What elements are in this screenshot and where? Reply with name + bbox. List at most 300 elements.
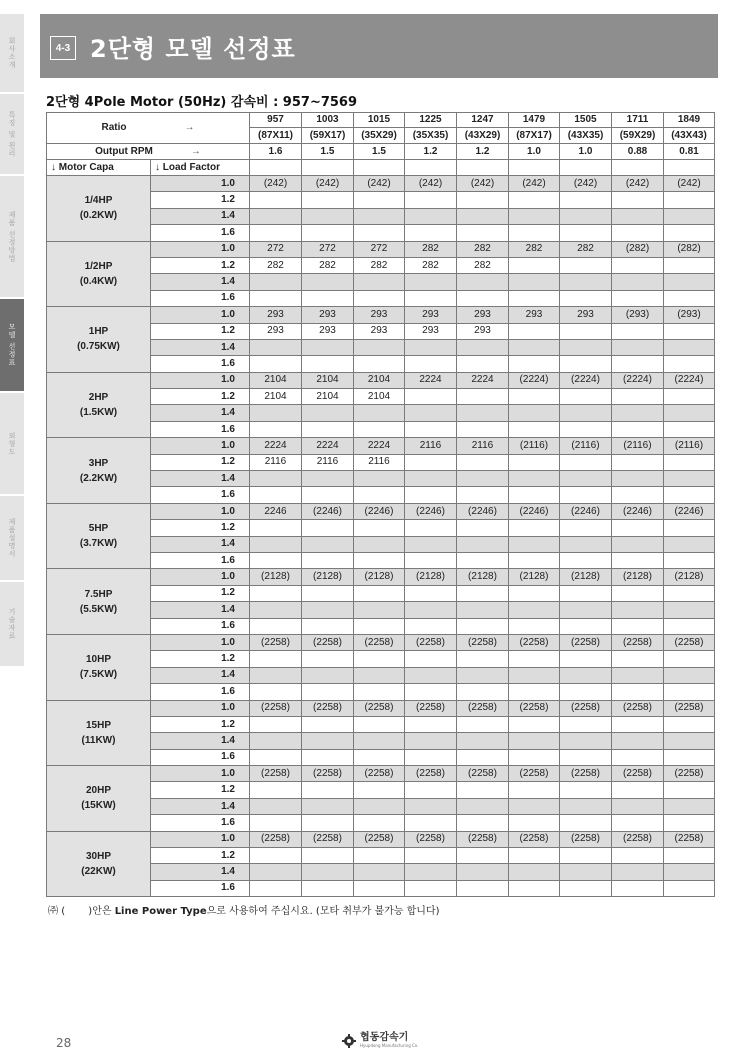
model-size-cell xyxy=(302,798,354,814)
model-size-cell xyxy=(457,667,509,683)
ratio-value: 957 xyxy=(250,113,302,128)
load-factor-cell: 1.0 xyxy=(151,700,250,716)
model-size-cell: (2258) xyxy=(457,831,509,847)
model-size-cell xyxy=(457,864,509,880)
model-size-cell xyxy=(457,290,509,306)
load-factor-cell: 1.4 xyxy=(151,733,250,749)
model-size-cell: (2258) xyxy=(250,634,302,650)
model-size-cell xyxy=(560,651,612,667)
load-factor-cell: 1.0 xyxy=(151,503,250,519)
table-row xyxy=(47,503,715,519)
rpm-value: 0.81 xyxy=(664,144,715,160)
load-factor-cell: 1.4 xyxy=(151,864,250,880)
load-factor-cell: 1.4 xyxy=(151,274,250,290)
model-size-cell xyxy=(612,552,664,568)
load-factor-cell: 1.0 xyxy=(151,569,250,585)
model-size-cell: (2224) xyxy=(509,372,560,388)
side-tab-label: 기술자료 xyxy=(8,608,16,640)
model-size-cell xyxy=(509,454,560,470)
column-header-row xyxy=(47,160,715,176)
model-size-cell xyxy=(560,208,612,224)
model-size-cell xyxy=(354,208,405,224)
model-size-cell xyxy=(664,356,715,372)
side-tab-1[interactable] xyxy=(0,94,24,176)
model-size-cell: (242) xyxy=(560,176,612,192)
model-size-cell xyxy=(509,339,560,355)
model-size-cell xyxy=(560,290,612,306)
model-size-cell xyxy=(664,585,715,601)
empty-cell xyxy=(664,160,715,176)
model-size-cell xyxy=(457,356,509,372)
motor-capacity-cell xyxy=(47,569,151,635)
motor-kw: (3.7KW) xyxy=(79,538,118,550)
model-size-cell xyxy=(560,405,612,421)
model-size-cell xyxy=(354,602,405,618)
model-size-cell: (2258) xyxy=(354,634,405,650)
model-selection-table xyxy=(46,112,715,897)
model-size-cell: (2258) xyxy=(354,700,405,716)
model-size-cell xyxy=(509,257,560,273)
model-size-cell xyxy=(509,733,560,749)
note-text-before: 안은 xyxy=(92,906,115,917)
model-size-cell xyxy=(612,339,664,355)
model-size-cell xyxy=(612,389,664,405)
model-size-cell: (2258) xyxy=(405,766,457,782)
ratio-row xyxy=(47,113,715,128)
side-tab-2[interactable] xyxy=(0,176,24,299)
model-size-cell xyxy=(457,454,509,470)
model-size-cell xyxy=(509,864,560,880)
model-size-cell xyxy=(302,716,354,732)
model-size-cell: (2116) xyxy=(664,438,715,454)
model-size-cell xyxy=(664,552,715,568)
teeth-value: (35X35) xyxy=(405,128,457,144)
model-size-cell xyxy=(250,421,302,437)
model-size-cell xyxy=(354,749,405,765)
model-size-cell: (2258) xyxy=(302,700,354,716)
teeth-value: (43X43) xyxy=(664,128,715,144)
model-size-cell xyxy=(560,274,612,290)
model-size-cell xyxy=(664,733,715,749)
model-size-cell xyxy=(405,339,457,355)
model-size-cell: (2246) xyxy=(457,503,509,519)
model-size-cell xyxy=(664,798,715,814)
model-size-cell xyxy=(302,274,354,290)
model-size-cell xyxy=(560,323,612,339)
model-size-cell xyxy=(612,290,664,306)
model-size-cell xyxy=(354,848,405,864)
model-size-cell xyxy=(250,749,302,765)
rpm-value: 1.0 xyxy=(509,144,560,160)
model-size-cell xyxy=(560,798,612,814)
ratio-value: 1505 xyxy=(560,113,612,128)
model-size-cell xyxy=(664,339,715,355)
model-size-cell: 272 xyxy=(354,241,405,257)
model-size-cell: (2258) xyxy=(405,634,457,650)
model-size-cell xyxy=(612,815,664,831)
model-size-cell: (2128) xyxy=(405,569,457,585)
model-size-cell xyxy=(560,684,612,700)
model-size-cell: 293 xyxy=(509,307,560,323)
model-size-cell xyxy=(664,749,715,765)
ratio-value: 1849 xyxy=(664,113,715,128)
model-size-cell: (242) xyxy=(612,176,664,192)
model-size-cell xyxy=(560,356,612,372)
model-size-cell: 282 xyxy=(405,257,457,273)
model-size-cell: 282 xyxy=(509,241,560,257)
rpm-value: 1.5 xyxy=(354,144,405,160)
model-size-cell xyxy=(302,815,354,831)
rpm-header xyxy=(47,144,250,160)
model-size-cell xyxy=(560,749,612,765)
model-size-cell xyxy=(405,225,457,241)
note-open-paren: ( xyxy=(61,906,66,917)
table-row xyxy=(47,176,715,192)
model-size-cell xyxy=(509,520,560,536)
motor-kw: (0.4KW) xyxy=(79,275,118,287)
model-size-cell xyxy=(664,848,715,864)
model-size-cell xyxy=(457,405,509,421)
rpm-value: 0.88 xyxy=(612,144,664,160)
side-tab-4[interactable] xyxy=(0,393,24,496)
side-tab-5[interactable] xyxy=(0,496,24,582)
model-size-cell xyxy=(509,323,560,339)
model-size-cell: (2258) xyxy=(560,700,612,716)
rpm-row xyxy=(47,144,715,160)
model-size-cell xyxy=(509,536,560,552)
model-size-cell xyxy=(560,716,612,732)
model-size-cell xyxy=(250,798,302,814)
model-size-cell xyxy=(664,684,715,700)
model-size-cell: 293 xyxy=(457,307,509,323)
model-size-cell xyxy=(354,225,405,241)
model-size-cell xyxy=(509,667,560,683)
model-size-cell xyxy=(405,405,457,421)
model-size-cell: 2116 xyxy=(405,438,457,454)
side-tab-3[interactable] xyxy=(0,299,24,393)
load-factor-cell: 1.6 xyxy=(151,618,250,634)
model-size-cell: (293) xyxy=(664,307,715,323)
teeth-value: (43X29) xyxy=(457,128,509,144)
model-size-cell xyxy=(302,290,354,306)
model-size-cell xyxy=(250,651,302,667)
model-size-cell xyxy=(302,651,354,667)
model-size-cell xyxy=(509,585,560,601)
model-size-cell: (282) xyxy=(612,241,664,257)
model-size-cell xyxy=(664,290,715,306)
load-factor-cell: 1.4 xyxy=(151,536,250,552)
model-size-cell xyxy=(405,618,457,634)
motor-capa-header: ↓ Motor Capa xyxy=(47,160,151,176)
model-size-cell: (2246) xyxy=(354,503,405,519)
model-size-cell xyxy=(457,815,509,831)
load-factor-cell: 1.0 xyxy=(151,831,250,847)
model-size-cell xyxy=(250,339,302,355)
model-size-cell xyxy=(405,782,457,798)
section-badge: 4-3 xyxy=(50,36,76,60)
model-size-cell xyxy=(664,405,715,421)
side-tab-label: 제품 선정방법 xyxy=(8,210,16,263)
model-size-cell xyxy=(354,552,405,568)
model-size-cell xyxy=(250,602,302,618)
motor-hp: 1HP xyxy=(88,326,109,338)
model-size-cell xyxy=(354,192,405,208)
model-size-cell xyxy=(354,684,405,700)
side-tab-6[interactable] xyxy=(0,582,24,668)
model-size-cell: (2258) xyxy=(560,831,612,847)
model-size-cell xyxy=(457,520,509,536)
model-size-cell xyxy=(664,257,715,273)
model-size-cell xyxy=(560,880,612,896)
ratio-header xyxy=(47,113,250,144)
motor-kw: (1.5KW) xyxy=(79,406,118,418)
model-size-cell xyxy=(457,487,509,503)
model-size-cell: (2258) xyxy=(612,700,664,716)
model-size-cell xyxy=(354,356,405,372)
logo-name: 협동감속기 xyxy=(360,1032,409,1043)
model-size-cell xyxy=(612,880,664,896)
model-size-cell: (2128) xyxy=(302,569,354,585)
model-size-cell xyxy=(354,864,405,880)
model-size-cell xyxy=(664,536,715,552)
model-size-cell xyxy=(405,454,457,470)
empty-cell xyxy=(405,160,457,176)
right-arrow-icon: → xyxy=(190,145,201,157)
model-size-cell xyxy=(250,290,302,306)
model-size-cell: (282) xyxy=(664,241,715,257)
model-size-cell xyxy=(457,651,509,667)
table-row xyxy=(47,307,715,323)
model-size-cell xyxy=(664,716,715,732)
side-tab-label: 모델 선정표 xyxy=(8,323,16,367)
model-size-cell: (2258) xyxy=(250,766,302,782)
model-size-cell xyxy=(509,290,560,306)
ratio-value: 1003 xyxy=(302,113,354,128)
model-size-cell: (2116) xyxy=(612,438,664,454)
model-size-cell: 2104 xyxy=(354,389,405,405)
model-size-cell xyxy=(612,602,664,618)
model-size-cell: 2104 xyxy=(302,372,354,388)
model-size-cell xyxy=(509,602,560,618)
model-size-cell xyxy=(302,487,354,503)
model-size-cell xyxy=(354,798,405,814)
motor-capacity-cell xyxy=(47,503,151,569)
model-size-cell xyxy=(612,618,664,634)
model-size-cell xyxy=(612,684,664,700)
model-size-cell xyxy=(302,471,354,487)
model-size-cell xyxy=(302,749,354,765)
model-size-cell xyxy=(612,536,664,552)
model-size-cell xyxy=(664,864,715,880)
model-size-cell: 272 xyxy=(302,241,354,257)
model-size-cell: (2246) xyxy=(664,503,715,519)
model-size-cell xyxy=(560,257,612,273)
model-size-cell xyxy=(560,487,612,503)
motor-kw: (0.2KW) xyxy=(79,210,118,222)
company-logo xyxy=(342,1033,418,1048)
model-size-cell xyxy=(664,274,715,290)
load-factor-cell: 1.4 xyxy=(151,667,250,683)
load-factor-cell: 1.2 xyxy=(151,454,250,470)
motor-kw: (11KW) xyxy=(81,734,116,746)
footnote xyxy=(48,902,440,917)
model-size-cell xyxy=(612,749,664,765)
model-size-cell xyxy=(354,274,405,290)
model-size-cell: (2258) xyxy=(354,831,405,847)
model-size-cell xyxy=(405,848,457,864)
motor-hp: 1/4HP xyxy=(84,195,113,207)
model-size-cell: 2224 xyxy=(405,372,457,388)
empty-cell xyxy=(250,160,302,176)
model-size-cell xyxy=(664,192,715,208)
motor-hp: 7.5HP xyxy=(84,588,113,600)
model-size-cell xyxy=(302,192,354,208)
model-size-cell xyxy=(302,618,354,634)
model-size-cell: 2224 xyxy=(250,438,302,454)
model-size-cell xyxy=(612,225,664,241)
model-size-cell xyxy=(457,421,509,437)
model-size-cell xyxy=(560,585,612,601)
model-size-cell: (2116) xyxy=(560,438,612,454)
model-size-cell xyxy=(354,421,405,437)
model-size-cell: 293 xyxy=(457,323,509,339)
model-size-cell xyxy=(664,667,715,683)
load-factor-cell: 1.0 xyxy=(151,241,250,257)
model-size-cell: (293) xyxy=(612,307,664,323)
model-size-cell xyxy=(612,864,664,880)
model-size-cell xyxy=(612,585,664,601)
model-size-cell xyxy=(405,749,457,765)
table-row xyxy=(47,569,715,585)
model-size-cell xyxy=(560,864,612,880)
model-size-cell xyxy=(560,602,612,618)
model-size-cell xyxy=(405,192,457,208)
model-size-cell xyxy=(457,880,509,896)
load-factor-cell: 1.2 xyxy=(151,389,250,405)
model-size-cell xyxy=(612,421,664,437)
model-size-cell xyxy=(509,848,560,864)
teeth-value: (87X11) xyxy=(250,128,302,144)
model-size-cell xyxy=(612,257,664,273)
model-size-cell xyxy=(509,471,560,487)
model-size-cell xyxy=(405,536,457,552)
motor-hp: 30HP xyxy=(85,850,111,862)
model-size-cell xyxy=(405,290,457,306)
model-size-cell xyxy=(250,684,302,700)
model-size-cell xyxy=(405,585,457,601)
model-size-cell: (2116) xyxy=(509,438,560,454)
load-factor-cell: 1.4 xyxy=(151,208,250,224)
model-size-cell: 2224 xyxy=(302,438,354,454)
model-size-cell: (2246) xyxy=(509,503,560,519)
ratio-value: 1015 xyxy=(354,113,405,128)
model-size-cell xyxy=(250,405,302,421)
model-size-cell xyxy=(354,290,405,306)
model-size-cell xyxy=(664,651,715,667)
side-tab-0[interactable] xyxy=(0,14,24,94)
model-size-cell xyxy=(250,356,302,372)
load-factor-cell: 1.6 xyxy=(151,487,250,503)
model-size-cell xyxy=(612,208,664,224)
model-size-cell: 293 xyxy=(354,323,405,339)
model-size-cell xyxy=(612,487,664,503)
load-factor-cell: 1.2 xyxy=(151,651,250,667)
model-size-cell xyxy=(302,520,354,536)
model-size-cell xyxy=(354,585,405,601)
table-row xyxy=(47,634,715,650)
model-size-cell: 282 xyxy=(302,257,354,273)
load-factor-header: ↓ Load Factor xyxy=(151,160,250,176)
model-size-cell xyxy=(664,208,715,224)
model-size-cell xyxy=(664,225,715,241)
model-size-cell xyxy=(664,520,715,536)
motor-kw: (5.5KW) xyxy=(79,603,118,615)
load-factor-cell: 1.4 xyxy=(151,471,250,487)
model-size-cell xyxy=(612,323,664,339)
model-size-cell xyxy=(457,848,509,864)
model-size-cell: (2128) xyxy=(560,569,612,585)
model-size-cell: (2258) xyxy=(560,634,612,650)
model-size-cell xyxy=(354,618,405,634)
model-size-cell xyxy=(560,815,612,831)
model-size-cell xyxy=(250,618,302,634)
motor-kw: (22KW) xyxy=(81,865,116,877)
model-size-cell: (2224) xyxy=(612,372,664,388)
table-row xyxy=(47,372,715,388)
model-size-cell: (2258) xyxy=(250,700,302,716)
model-size-cell: 282 xyxy=(354,257,405,273)
load-factor-cell: 1.6 xyxy=(151,684,250,700)
model-size-cell: (2258) xyxy=(457,766,509,782)
model-size-cell xyxy=(457,602,509,618)
model-size-cell xyxy=(250,487,302,503)
motor-hp: 5HP xyxy=(88,523,109,535)
load-factor-cell: 1.0 xyxy=(151,372,250,388)
model-size-cell: 2116 xyxy=(250,454,302,470)
model-size-cell: 2224 xyxy=(457,372,509,388)
model-size-cell xyxy=(612,716,664,732)
motor-capacity-cell xyxy=(47,176,151,242)
model-size-cell xyxy=(612,356,664,372)
model-size-cell xyxy=(250,782,302,798)
table-row xyxy=(47,241,715,257)
model-size-cell xyxy=(457,618,509,634)
model-size-cell xyxy=(509,405,560,421)
load-factor-cell: 1.2 xyxy=(151,257,250,273)
model-size-cell xyxy=(302,356,354,372)
table-row xyxy=(47,700,715,716)
load-factor-cell: 1.0 xyxy=(151,438,250,454)
model-size-cell xyxy=(612,471,664,487)
model-size-cell xyxy=(302,602,354,618)
load-factor-cell: 1.2 xyxy=(151,192,250,208)
model-size-cell xyxy=(457,536,509,552)
model-size-cell: 2116 xyxy=(302,454,354,470)
model-size-cell xyxy=(560,389,612,405)
model-size-cell: 2104 xyxy=(250,389,302,405)
model-size-cell xyxy=(405,716,457,732)
empty-cell xyxy=(612,160,664,176)
model-size-cell xyxy=(612,192,664,208)
model-size-cell xyxy=(664,880,715,896)
ratio-label: Ratio xyxy=(101,122,127,133)
model-size-cell xyxy=(457,716,509,732)
model-size-cell xyxy=(405,208,457,224)
model-size-cell xyxy=(354,815,405,831)
teeth-value: (35X29) xyxy=(354,128,405,144)
empty-cell xyxy=(457,160,509,176)
model-size-cell: 2116 xyxy=(354,454,405,470)
